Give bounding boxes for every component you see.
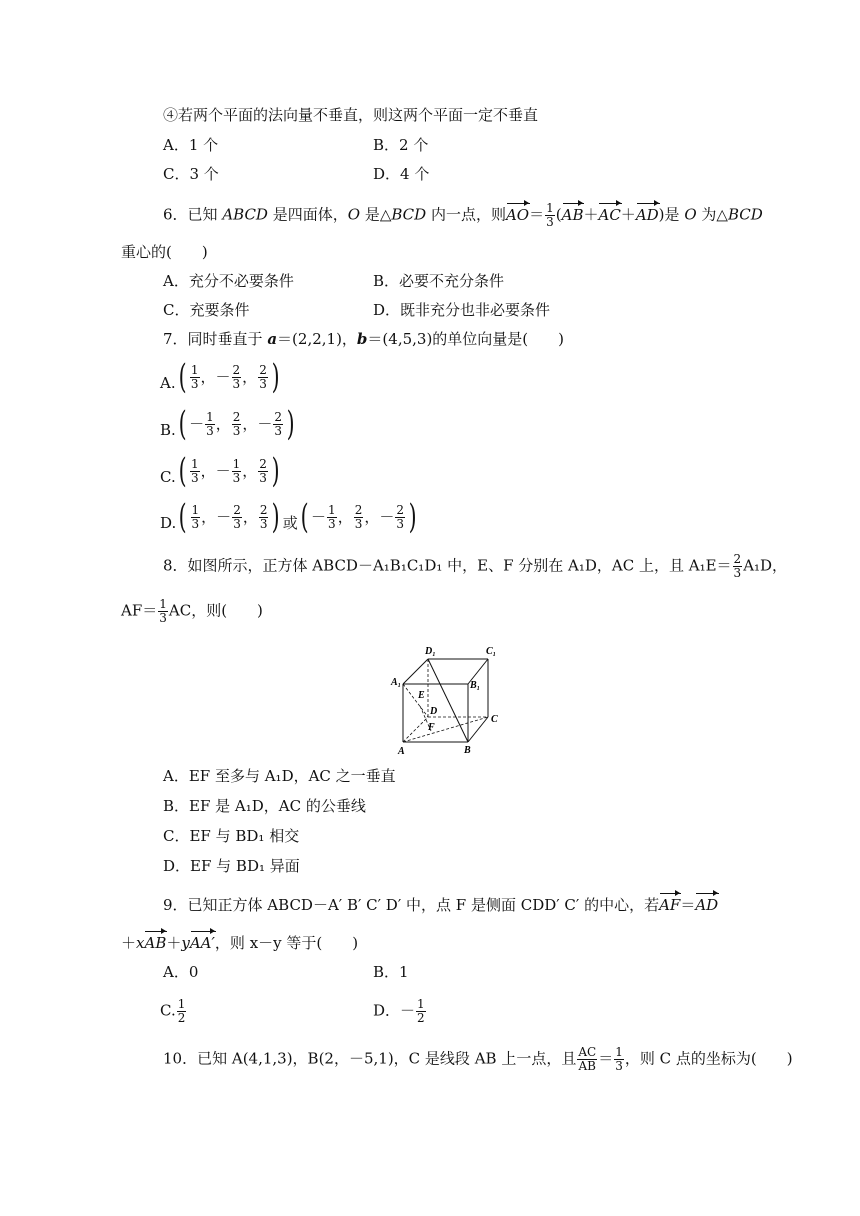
q7-stem: 7．同时垂直于 a＝(2,2,1)，b＝(4,5,3)的单位向量是( ) [163, 330, 564, 348]
q8-option-b: B．EF 是 A₁D，AC 的公垂线 [163, 797, 366, 815]
q9-option-c: C. $\frac{1}{2}$ [160, 997, 186, 1025]
q8-option-c: C．EF 与 BD₁ 相交 [163, 827, 300, 845]
label-C: C [491, 714, 498, 725]
q7-option-c: C. ( $\frac{1}{3}$ ，－ $\frac{1}{3}$ ， $\frac{2}{3}$ ) [160, 451, 280, 491]
label-D: D [430, 706, 438, 717]
q9-stem-line2: ＋xAB＋yAA′，则 x－y 等于( ) [121, 934, 359, 952]
q7-option-d: D. ( $\frac{1}{3}$ ，－ $\frac{2}{3}$ ， $\frac{2}{3}$ ) 或 ( － $\frac{1}{3}$ ， $\frac{2}{3}$ ，－ $\frac{2}{3}$ ) [160, 497, 417, 537]
q8-option-a: A．EF 至多与 A₁D，AC 之一垂直 [163, 767, 396, 785]
label-F: F [428, 722, 435, 733]
q5-option-d: D．4 个 [373, 165, 430, 183]
label-C1: C₁ [486, 646, 497, 657]
q6-option-c: C．充要条件 [163, 301, 250, 319]
q6-stem: 6．已知 ABCD 是四面体，O 是△BCD 内一点，则AO＝ $\frac{1}{3}$ (AB＋AC＋AD)是 O 为△BCD [163, 201, 763, 229]
q8-stem-line2: AF＝ $\frac{1}{3}$ AC，则( ) [121, 597, 263, 625]
q6-option-b: B．必要不充分条件 [373, 272, 505, 290]
statement-4: ④若两个平面的法向量不垂直，则这两个平面一定不垂直 [163, 106, 539, 124]
q8-stem: 8．如图所示，正方体 ABCD－A₁B₁C₁D₁ 中，E、F 分别在 A₁D，AC 上，且 A₁E＝ $\frac{2}{3}$ A₁D， [163, 552, 788, 580]
q7-option-b: B. ( － $\frac{1}{3}$ ， $\frac{2}{3}$ ，－ $\frac{2}{3}$ ) [160, 404, 295, 444]
q5-option-b: B．2 个 [373, 136, 429, 154]
label-E: E [418, 690, 425, 701]
q9-option-d: D．－ $\frac{1}{2}$ [373, 997, 425, 1025]
cube-figure [388, 642, 518, 762]
q10-stem: 10．已知 A(4,1,3)，B(2，－5,1)，C 是线段 AB 上一点，且 $\frac{AC}{AB}$ ＝ $\frac{1}{3}$ ，则 C 点的坐标为( ) [163, 1045, 793, 1073]
q7-option-a: A. ( $\frac{1}{3}$ ，－ $\frac{2}{3}$ ， $\frac{2}{3}$ ) [160, 357, 280, 397]
q5-option-c: C．3 个 [163, 165, 219, 183]
q9-option-a: A．0 [163, 963, 199, 981]
q6-stem-line2: 重心的( ) [121, 243, 208, 261]
q6-option-d: D．既非充分也非必要条件 [373, 301, 551, 319]
q6-option-a: A．充分不必要条件 [163, 272, 294, 290]
label-A1: A₁ [391, 677, 402, 688]
label-A: A [398, 746, 405, 757]
label-D1: D₁ [425, 646, 436, 657]
label-B1: B₁ [470, 680, 481, 691]
q5-option-a: A．1 个 [163, 136, 219, 154]
q9-stem: 9．已知正方体 ABCD－A′ B′ C′ D′ 中，点 F 是侧面 CDD′ C′ 的中心，若AF＝AD [163, 896, 719, 914]
label-B: B [464, 745, 471, 756]
q8-option-d: D．EF 与 BD₁ 异面 [163, 857, 300, 875]
fraction: $\frac{1}{3}$ [546, 201, 554, 229]
q9-option-b: B．1 [373, 963, 409, 981]
